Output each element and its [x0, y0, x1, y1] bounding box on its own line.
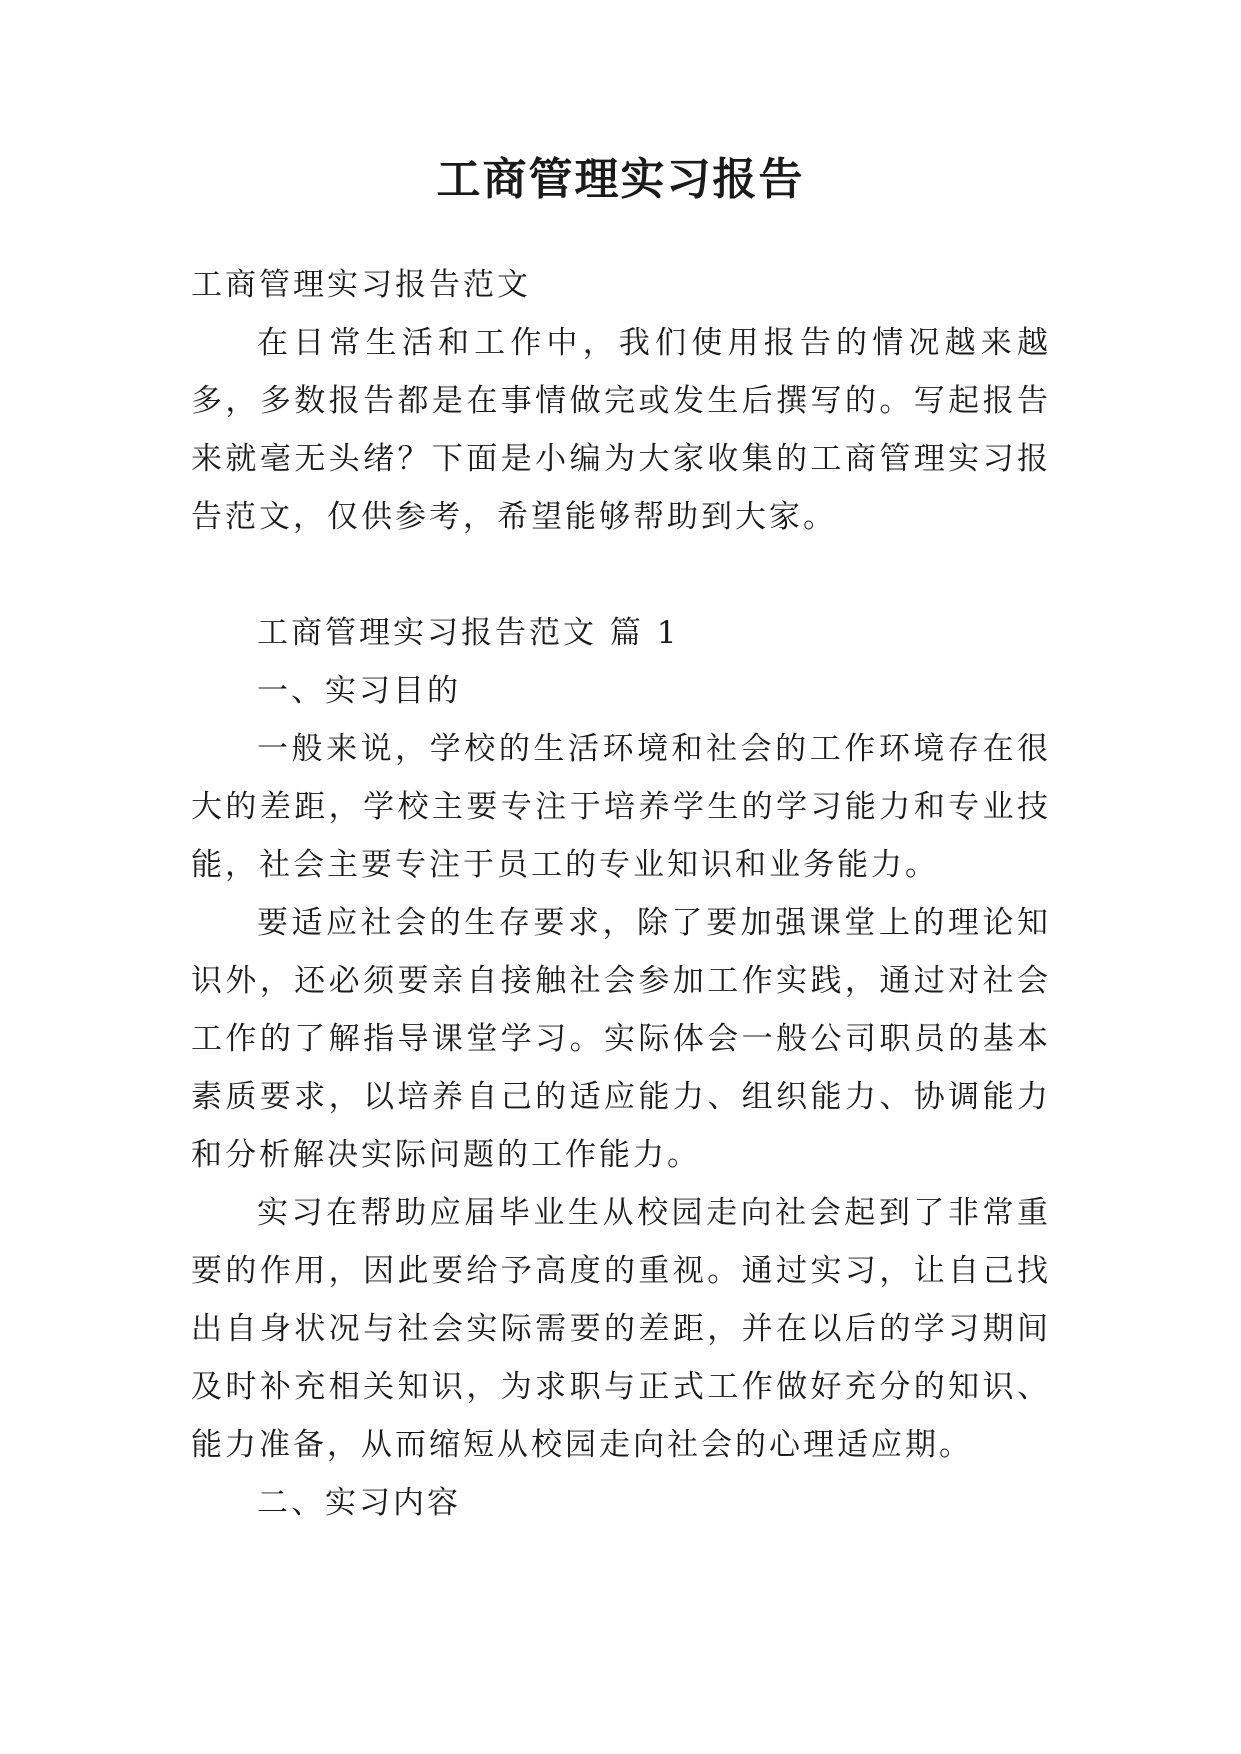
heading-internship-purpose: 一、实习目的	[257, 673, 461, 709]
document-title: 工商管理实习报告	[436, 154, 805, 205]
paragraph-1: 一般来说，学校的生活环境和社会的工作环境存在很大的差距，学校主要专注于培养学生的学习能力和专业技能，社会主要专注于员工的专业知识和业务能力。	[191, 731, 1051, 883]
heading-internship-content: 二、实习内容	[257, 1485, 461, 1521]
paragraph-2: 要适应社会的生存要求，除了要加强课堂上的理论知识外，还必须要亲自接触社会参加工作实践，通过对社会工作的了解指导课堂学习。实际体会一般公司职员的基本素质要求，以培养自己的适应能力、组织能力、协调能力和分析解决实际问题的工作能力。	[191, 905, 1051, 1173]
document-body	[191, 256, 1051, 1532]
spacer	[191, 546, 1051, 604]
subtitle: 工商管理实习报告范文	[191, 267, 531, 303]
section-title: 工商管理实习报告范文 篇 1	[257, 615, 680, 651]
intro-paragraph: 在日常生活和工作中，我们使用报告的情况越来越多，多数报告都是在事情做完或发生后撰写的。写起报告来就毫无头绪？下面是小编为大家收集的工商管理实习报告范文，仅供参考，希望能够帮助到大家。	[191, 325, 1051, 535]
paragraph-3: 实习在帮助应届毕业生从校园走向社会起到了非常重要的作用，因此要给予高度的重视。通过实习，让自己找出自身状况与社会实际需要的差距，并在以后的学习期间及时补充相关知识，为求职与正式工作做好充分的知识、能力准备，从而缩短从校园走向社会的心理适应期。	[191, 1195, 1051, 1463]
